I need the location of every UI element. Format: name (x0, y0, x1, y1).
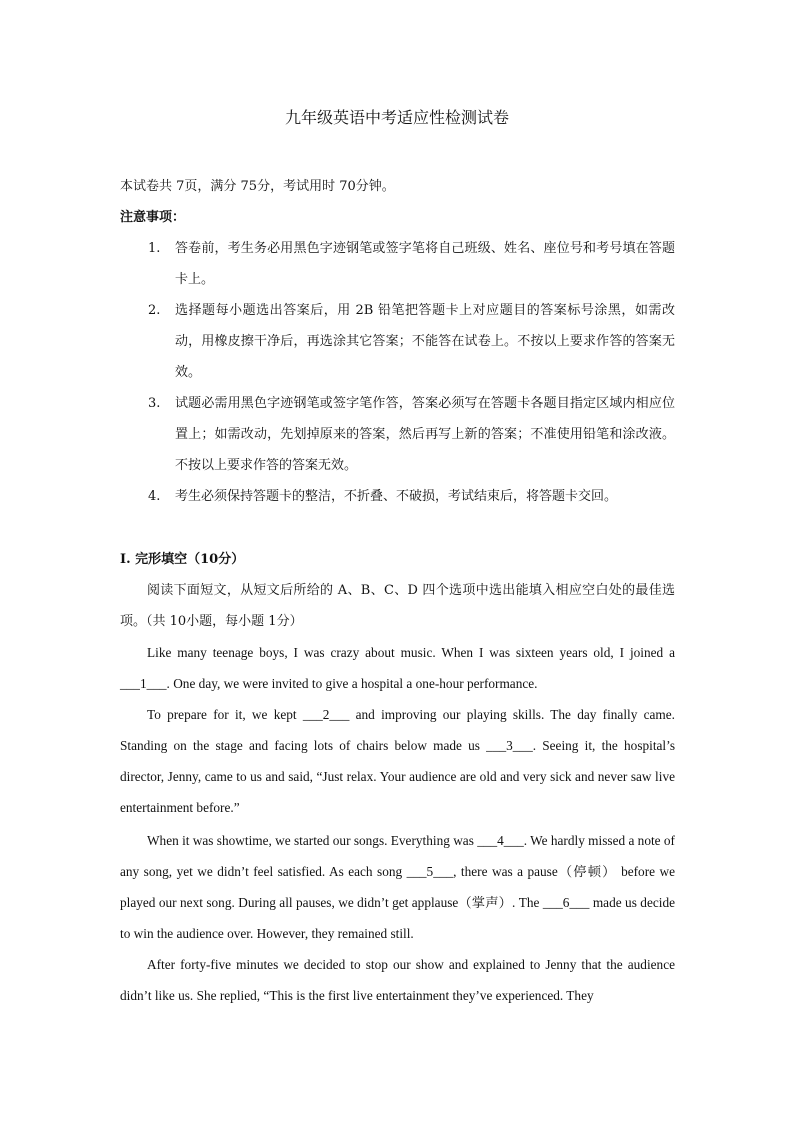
passage-paragraph: After forty-five minutes we decided to stop our show and explained to Jenny that the audience didn’t like us. She replied, “This is the first live entertainment they’ve experienced. They (120, 957, 675, 1003)
note-number: 1. (148, 241, 161, 256)
note-number: 4. (148, 489, 161, 504)
notes-heading: 注意事项： (120, 210, 186, 225)
note-number: 3. (148, 396, 161, 411)
passage-paragraph: When it was showtime, we started our songs. Everything was ___4___. We hardly missed a note of any song, yet we didn’t feel satisfied. As each song ___5___, there was a pause（停顿） before we played our next song. During all pauses, we didn’t get applause（掌声）. The ___6___ made us decide to win the audience over. However, they remained still. (120, 833, 675, 941)
note-item (148, 233, 675, 295)
section-instruction: 阅读下面短文，从短文后所给的 A、B、C、D 四个选项中选出能填入相应空白处的最佳选项。（共 10小题，每小题 1分） (120, 583, 675, 629)
exam-intro: 本试卷共 7页，满分 75分，考试用时 70分钟。 (120, 179, 395, 194)
note-item (148, 481, 675, 512)
page-title: 九年级英语中考适应性检测试卷 (284, 108, 509, 127)
note-item (148, 295, 675, 388)
note-text: 考生必须保持答题卡的整洁，不折叠、不破损，考试结束后，将答题卡交回。 (175, 489, 618, 504)
note-number: 2. (148, 303, 161, 318)
note-text: 答卷前，考生务必用黑色字迹钢笔或签字笔将自己班级、姓名、座位号和考号填在答题卡上。 (175, 241, 675, 287)
note-text: 选择题每小题选出答案后，用 2B 铅笔把答题卡上对应题目的答案标号涂黑，如需改动，用橡皮擦干净后，再选涂其它答案；不能答在试卷上。不按以上要求作答的答案无效。 (175, 303, 675, 380)
passage-paragraph: Like many teenage boys, I was crazy about music. When I was sixteen years old, I joined a ___1___. One day, we were invited to give a hospital a one-hour performance. (120, 645, 675, 691)
note-text: 试题必需用黑色字迹钢笔或签字笔作答，答案必须写在答题卡各题目指定区域内相应位置上；如需改动，先划掉原来的答案，然后再写上新的答案；不准使用铅笔和涂改液。不按以上要求作答的答案无效。 (175, 396, 675, 473)
section-heading: Ⅰ. 完形填空（10分） (120, 552, 245, 567)
note-item (148, 388, 675, 481)
passage-paragraph: To prepare for it, we kept ___2___ and improving our playing skills. The day finally came. Standing on the stage and facing lots of chairs below made us ___3___. Seeing it, the hospital’s director, Jenny, came to us and said, “Just relax. Your audience are old and very sick and never saw live entertainment before.” (120, 707, 675, 815)
